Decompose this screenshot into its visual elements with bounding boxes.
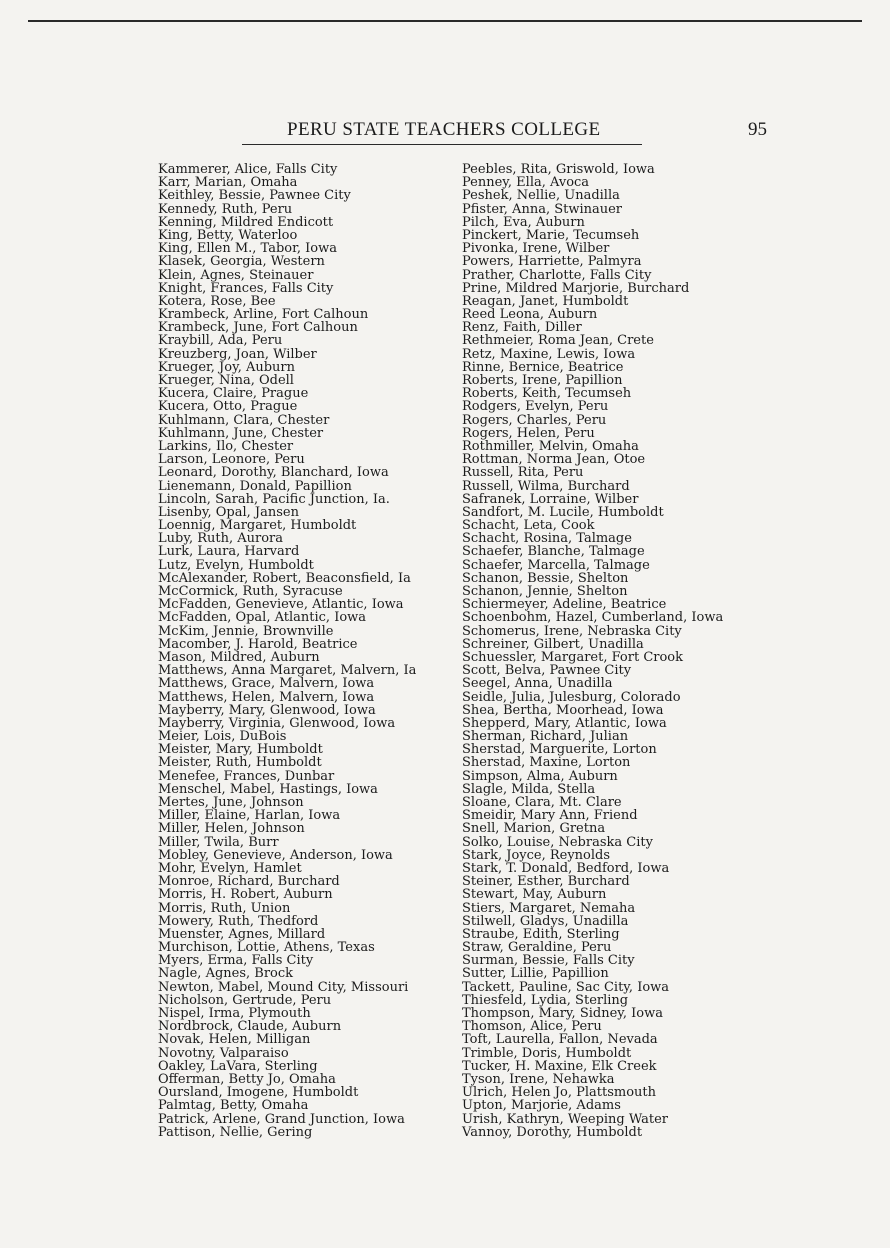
- list-item: Krambeck, Arline, Fort Calhoun: [158, 307, 369, 323]
- list-item: Novak, Helen, Milligan: [158, 1032, 311, 1048]
- list-item: Stiers, Margaret, Nemaha: [462, 900, 636, 916]
- list-item: Mohr, Evelyn, Hamlet: [158, 860, 302, 876]
- list-item: Straw, Geraldine, Peru: [462, 940, 612, 956]
- list-item: King, Betty, Waterloo: [158, 227, 298, 243]
- list-item: Schanon, Bessie, Shelton: [462, 570, 629, 586]
- list-item: Larson, Leonore, Peru: [158, 452, 305, 468]
- list-item: Morris, Ruth, Union: [158, 900, 291, 916]
- list-item: Tackett, Pauline, Sac City, Iowa: [462, 979, 670, 995]
- list-item: Keithley, Bessie, Pawnee City: [158, 188, 351, 204]
- list-item: Stark, T. Donald, Bedford, Iowa: [462, 860, 670, 876]
- list-item: Kuhlmann, June, Chester: [158, 425, 324, 441]
- list-item: Kotera, Rose, Bee: [158, 293, 276, 309]
- list-item: Offerman, Betty Jo, Omaha: [158, 1071, 336, 1087]
- list-item: Toft, Laurella, Fallon, Nevada: [462, 1032, 658, 1048]
- list-item: Karr, Marian, Omaha: [158, 175, 298, 191]
- list-item: Loennig, Margaret, Humboldt: [158, 518, 357, 534]
- list-item: Powers, Harriette, Palmyra: [462, 254, 642, 270]
- list-item: Trimble, Doris, Humboldt: [462, 1045, 632, 1061]
- list-item: Reagan, Janet, Humboldt: [462, 293, 629, 309]
- list-item: Peshek, Nellie, Unadilla: [462, 188, 620, 204]
- list-item: Patrick, Arlene, Grand Junction, Iowa: [158, 1111, 405, 1127]
- list-item: Rethmeier, Roma Jean, Crete: [462, 333, 654, 349]
- list-item: Sherstad, Marguerite, Lorton: [462, 742, 657, 758]
- list-item: Luby, Ruth, Aurora: [158, 531, 283, 547]
- list-item: Miller, Elaine, Harlan, Iowa: [158, 808, 341, 824]
- list-item: Smeidir, Mary Ann, Friend: [462, 808, 638, 824]
- list-item: Lincoln, Sarah, Pacific Junction, Ia.: [158, 491, 390, 507]
- list-item: Mayberry, Mary, Glenwood, Iowa: [158, 702, 376, 718]
- list-item: Reed Leona, Auburn: [462, 307, 598, 323]
- list-item: Prine, Mildred Marjorie, Burchard: [462, 280, 690, 296]
- list-item: Schomerus, Irene, Nebraska City: [462, 623, 682, 639]
- list-item: Schaefer, Blanche, Talmage: [462, 544, 645, 560]
- list-item: Novotny, Valparaiso: [158, 1045, 289, 1061]
- list-item: Kucera, Claire, Prague: [158, 386, 309, 402]
- list-item: Matthews, Grace, Malvern, Iowa: [158, 676, 375, 692]
- list-item: Kreuzberg, Joan, Wilber: [158, 346, 317, 362]
- list-item: Sherman, Richard, Julian: [462, 729, 629, 745]
- page-title: PERU STATE TEACHERS COLLEGE: [287, 119, 601, 140]
- page-number: 95: [748, 119, 767, 140]
- list-item: Sherstad, Maxine, Lorton: [462, 755, 631, 771]
- list-item: Seidle, Julia, Julesburg, Colorado: [462, 689, 681, 705]
- list-item: Shea, Bertha, Moorhead, Iowa: [462, 702, 664, 718]
- list-item: Lisenby, Opal, Jansen: [158, 504, 299, 520]
- list-item: Sloane, Clara, Mt. Clare: [462, 795, 622, 810]
- list-item: King, Ellen M., Tabor, Iowa: [158, 241, 337, 257]
- list-item: Leonard, Dorothy, Blanchard, Iowa: [158, 465, 389, 481]
- list-item: Snell, Marion, Gretna: [462, 821, 606, 837]
- list-item: Safranek, Lorraine, Wilber: [462, 491, 639, 507]
- list-item: Mobley, Genevieve, Anderson, Iowa: [158, 847, 393, 863]
- list-item: Vannoy, Dorothy, Humboldt: [462, 1124, 643, 1140]
- list-item: Pattison, Nellie, Gering: [158, 1124, 313, 1140]
- list-item: Palmtag, Betty, Omaha: [158, 1098, 309, 1114]
- list-item: Kammerer, Alice, Falls City: [158, 162, 338, 177]
- page-header: [242, 119, 767, 145]
- list-item: Schiermeyer, Adeline, Beatrice: [462, 597, 667, 613]
- list-item: Simpson, Alma, Auburn: [462, 768, 618, 784]
- list-item: Oakley, LaVara, Sterling: [158, 1058, 318, 1074]
- list-item: Sandfort, M. Lucile, Humboldt: [462, 504, 664, 520]
- list-item: Renz, Faith, Diller: [462, 320, 582, 336]
- list-item: Mason, Mildred, Auburn: [158, 649, 320, 665]
- list-item: Newton, Mabel, Mound City, Missouri: [158, 979, 409, 995]
- list-item: Rodgers, Evelyn, Peru: [462, 399, 609, 415]
- list-item: Nagle, Agnes, Brock: [158, 966, 294, 982]
- list-item: Pilch, Eva, Auburn: [462, 214, 585, 230]
- list-item: Meier, Lois, DuBois: [158, 729, 287, 745]
- list-item: Urish, Kathryn, Weeping Water: [462, 1111, 669, 1127]
- list-item: Pinckert, Marie, Tecumseh: [462, 227, 640, 243]
- list-item: Krueger, Nina, Odell: [158, 373, 294, 388]
- list-item: Kenning, Mildred Endicott: [158, 214, 334, 230]
- list-item: Rogers, Charles, Peru: [462, 412, 607, 428]
- list-item: Steiner, Esther, Burchard: [462, 874, 630, 890]
- list-item: Monroe, Richard, Burchard: [158, 874, 340, 890]
- list-item: Schanon, Jennie, Shelton: [462, 584, 628, 599]
- right-name-column: [462, 163, 762, 1139]
- list-item: Shepperd, Mary, Atlantic, Iowa: [462, 715, 667, 731]
- list-item: Upton, Marjorie, Adams: [462, 1098, 621, 1114]
- list-item: Krambeck, June, Fort Calhoun: [158, 320, 358, 336]
- top-border-rule: [28, 20, 862, 22]
- list-item: Peebles, Rita, Griswold, Iowa: [462, 162, 655, 177]
- list-item: McKim, Jennie, Brownville: [158, 623, 334, 639]
- list-item: Menschel, Mabel, Hastings, Iowa: [158, 781, 378, 797]
- list-item: Muenster, Agnes, Millard: [158, 926, 326, 942]
- list-item: Meister, Mary, Humboldt: [158, 742, 323, 758]
- list-item: Morris, H. Robert, Auburn: [158, 887, 333, 903]
- list-item: Thomson, Alice, Peru: [462, 1019, 602, 1035]
- list-item: Oursland, Imogene, Humboldt: [158, 1085, 359, 1101]
- list-item: Rinne, Bernice, Beatrice: [462, 359, 624, 375]
- list-item: Matthews, Helen, Malvern, Iowa: [158, 689, 375, 705]
- list-item: McFadden, Genevieve, Atlantic, Iowa: [158, 597, 404, 613]
- list-item: McFadden, Opal, Atlantic, Iowa: [158, 610, 367, 626]
- list-item: Mertes, June, Johnson: [158, 795, 304, 810]
- list-item: Scott, Belva, Pawnee City: [462, 663, 632, 679]
- list-item: Mayberry, Virginia, Glenwood, Iowa: [158, 715, 396, 731]
- list-item: Nicholson, Gertrude, Peru: [158, 992, 332, 1008]
- list-item: Schreiner, Gilbert, Unadilla: [462, 636, 644, 652]
- header-underline: [242, 144, 642, 145]
- list-item: Russell, Wilma, Burchard: [462, 478, 630, 494]
- list-item: McCormick, Ruth, Syracuse: [158, 584, 343, 599]
- list-item: Kennedy, Ruth, Peru: [158, 201, 293, 217]
- list-item: Solko, Louise, Nebraska City: [462, 834, 653, 850]
- list-item: Thompson, Mary, Sidney, Iowa: [462, 1006, 663, 1021]
- list-item: Penney, Ella, Avoca: [462, 175, 590, 191]
- list-item: Klein, Agnes, Steinauer: [158, 267, 314, 283]
- left-name-column: [158, 163, 450, 1139]
- list-item: Slagle, Milda, Stella: [462, 781, 596, 797]
- list-item: Roberts, Keith, Tecumseh: [462, 386, 632, 402]
- list-item: Menefee, Frances, Dunbar: [158, 768, 335, 784]
- list-item: Prather, Charlotte, Falls City: [462, 267, 652, 283]
- list-item: Schoenbohm, Hazel, Cumberland, Iowa: [462, 610, 724, 626]
- list-item: Meister, Ruth, Humboldt: [158, 755, 322, 771]
- list-item: Rogers, Helen, Peru: [462, 425, 595, 441]
- list-item: Sutter, Lillie, Papillion: [462, 966, 609, 982]
- list-item: Kuhlmann, Clara, Chester: [158, 412, 330, 428]
- list-item: Roberts, Irene, Papillion: [462, 373, 623, 388]
- list-item: Straube, Edith, Sterling: [462, 926, 620, 942]
- list-item: Tucker, H. Maxine, Elk Creek: [462, 1058, 657, 1074]
- list-item: Ulrich, Helen Jo, Plattsmouth: [462, 1085, 656, 1101]
- list-item: Larkins, Ilo, Chester: [158, 438, 294, 454]
- list-item: Nispel, Irma, Plymouth: [158, 1006, 311, 1021]
- list-item: Schuessler, Margaret, Fort Crook: [462, 649, 684, 665]
- list-item: Macomber, J. Harold, Beatrice: [158, 636, 358, 652]
- list-item: Kucera, Otto, Prague: [158, 399, 298, 415]
- list-item: Matthews, Anna Margaret, Malvern, Ia: [158, 663, 417, 679]
- list-item: Schacht, Leta, Cook: [462, 518, 595, 534]
- list-item: Lienemann, Donald, Papillion: [158, 478, 352, 494]
- list-item: Surman, Bessie, Falls City: [462, 953, 635, 969]
- list-item: Murchison, Lottie, Athens, Texas: [158, 940, 375, 956]
- list-item: Kraybill, Ada, Peru: [158, 333, 283, 349]
- list-item: Schacht, Rosina, Talmage: [462, 531, 632, 547]
- list-item: Klasek, Georgia, Western: [158, 254, 325, 270]
- list-item: Retz, Maxine, Lewis, Iowa: [462, 346, 636, 362]
- list-item: Rottman, Norma Jean, Otoe: [462, 452, 646, 468]
- list-item: Pivonka, Irene, Wilber: [462, 241, 610, 257]
- list-item: Seegel, Anna, Unadilla: [462, 676, 613, 692]
- list-item: Russell, Rita, Peru: [462, 465, 584, 481]
- list-item: Nordbrock, Claude, Auburn: [158, 1019, 342, 1035]
- list-item: McAlexander, Robert, Beaconsfield, Ia: [158, 570, 411, 586]
- list-item: Stilwell, Gladys, Unadilla: [462, 913, 629, 929]
- list-item: Myers, Erma, Falls City: [158, 953, 314, 969]
- list-item: Miller, Twila, Burr: [158, 834, 279, 850]
- list-item: Mowery, Ruth, Thedford: [158, 913, 319, 929]
- list-item: Miller, Helen, Johnson: [158, 821, 305, 837]
- list-item: Pfister, Anna, Stwinauer: [462, 201, 623, 217]
- list-item: Schaefer, Marcella, Talmage: [462, 557, 650, 573]
- list-item: Krueger, Joy, Auburn: [158, 359, 296, 375]
- list-item: Stark, Joyce, Reynolds: [462, 847, 611, 863]
- list-item: Rothmiller, Melvin, Omaha: [462, 438, 639, 454]
- list-item: Lutz, Evelyn, Humboldt: [158, 557, 314, 573]
- list-item: Stewart, May, Auburn: [462, 887, 607, 903]
- list-item: Lurk, Laura, Harvard: [158, 544, 300, 560]
- list-item: Tyson, Irene, Nehawka: [462, 1071, 615, 1087]
- list-item: Knight, Frances, Falls City: [158, 280, 334, 296]
- list-item: Thiesfeld, Lydia, Sterling: [462, 992, 629, 1008]
